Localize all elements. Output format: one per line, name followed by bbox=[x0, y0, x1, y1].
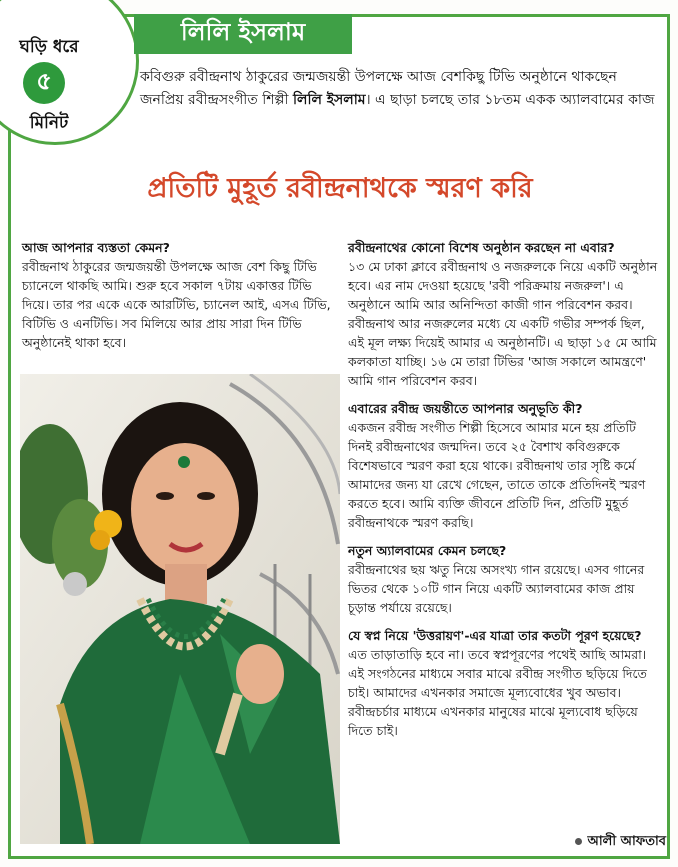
answer: রবীন্দ্রনাথের ছয় ঋতু নিয়ে অসংখ্য গান রয়েছে। এসব গানের ভিতর থেকে ১০টি গান নিয়ে একটি অ্যালবামের কাজ প্রায় চূড়ান্ত পর্যায়ে রয়েছে। bbox=[348, 562, 645, 615]
badge-bottom-text: মিনিট bbox=[29, 113, 69, 133]
badge-number: ৫ bbox=[23, 62, 65, 104]
question: এবারের রবীন্দ্র জয়ন্তীতে আপনার অনুভূতি কী? bbox=[348, 401, 583, 416]
intro-text-after: । এ ছাড়া চলছে তার ১৮তম একক অ্যালবামের কাজ bbox=[365, 92, 655, 108]
answer: একজন রবীন্দ্র সংগীত শিল্পী হিসেবে আমার মনে হয় প্রতিটি দিনই রবীন্দ্রনাথের জন্মদিন। তবে ২৫ বৈশাখ কবিগুরুকে বিশেষভাবে স্মরণ করা হয়ে থাকে। রবীন্দ্রনাথ তার সৃষ্টি কর্মে আমাদের জন্য যা রেখে গেছেন, তাতে তাকে প্রতিদিনই স্মরণ করতে হবে। আমি ব্যক্তি জীবনে প্রতিটি দিন, প্রতিটি মুহূর্ত রবীন্দ্রনাথকে স্মরণ করছি। bbox=[348, 420, 646, 530]
intro-text-before: কবিগুরু রবীন্দ্রনাথ ঠাকুরের জন্মজয়ন্তী উপলক্ষে আজ বেশকিছু টিভি অনুষ্ঠানে থাকছেন জনপ্রিয় রবীন্দ্রসংগীত শিল্পী bbox=[140, 69, 617, 108]
question: নতুন অ্যালবামের কেমন চলছে? bbox=[348, 543, 507, 558]
intro-paragraph bbox=[140, 66, 660, 112]
qa-block bbox=[348, 626, 660, 740]
qa-block bbox=[348, 399, 660, 532]
answer: রবীন্দ্রনাথ ঠাকুরের জন্মজয়ন্তী উপলক্ষে আজ বেশ কিছু টিভি চ্যানেলে থাকছি আমি। শুরু হবে সকাল ৭টায় একাত্তর টিভি দিয়ে। তার পর একে একে আরটিভি, চ্যানেল আই, এসএ টিভি, বিটিভি ও এনটিভি। সব মিলিয়ে আর প্রায় সারা দিন টিভি অনুষ্ঠানেই থাকা হবে। bbox=[22, 259, 331, 350]
answer: ১৩ মে ঢাকা ক্লাবে রবীন্দ্রনাথ ও নজরুলকে নিয়ে একটি অনুষ্ঠান হবে। এর নাম দেওয়া হয়েছে 'রবী পরিক্রমায় নজরুল'। এ অনুষ্ঠানে আমি আর অনিন্দিতা কাজী গান পরিবেশন করব। রবীন্দ্রনাথ আর নজরুলের মধ্যে যে একটি গভীর সম্পর্ক ছিল, এই মূল লক্ষ্য দিয়েই আমার এ অনুষ্ঠানটি। এ ছাড়া ১৫ মে আমি কলকাতা যাচ্ছি। ১৬ মে তারা টিভির 'আজ সকালে আমন্ত্রণে' আমি গান পরিবেশন করব। bbox=[348, 259, 658, 388]
intro-name: লিলি ইসলাম bbox=[293, 92, 366, 108]
qa-block bbox=[348, 541, 660, 617]
question: আজ আপনার ব্যস্ততা কেমন? bbox=[22, 240, 170, 255]
badge-top-text: ঘড়ি ধরে bbox=[19, 37, 79, 57]
byline-author: আলী আফতাব bbox=[587, 834, 666, 849]
answer: এত তাড়াতাড়ি হবে না। তবে স্বপ্নপূরণের পথেই আছি আমরা। এই সংগঠনের মাধ্যমে সবার মাঝে রবীন্দ্র সংগীত ছড়িয়ে দিতে চাই। আমাদের এখনকার সমাজে মূল্যবোধের খুব অভাব। রবীন্দ্রচর্চার মাধ্যমে এখনকার মানুষের মাঝে মূল্যবোধ ছড়িয়ে দিতে চাই। bbox=[348, 647, 647, 738]
right-qa-column bbox=[348, 238, 660, 749]
qa-block bbox=[348, 238, 660, 390]
headline: প্রতিটি মুহূর্ত রবীন্দ্রনাথকে স্মরণ করি bbox=[147, 173, 533, 204]
portrait-photo bbox=[20, 374, 340, 844]
portrait-illustration bbox=[20, 374, 340, 844]
bullet-icon bbox=[575, 838, 582, 845]
left-qa-block bbox=[22, 238, 338, 352]
question: যে স্বপ্ন নিয়ে 'উত্তরায়ণ'-এর যাত্রা তার কতটা পূরণ হয়েছে? bbox=[348, 628, 642, 643]
question: রবীন্দ্রনাথের কোনো বিশেষ অনুষ্ঠান করছেন না এবার? bbox=[348, 240, 615, 255]
byline bbox=[546, 832, 666, 853]
name-tab: লিলি ইসলাম bbox=[134, 14, 352, 54]
